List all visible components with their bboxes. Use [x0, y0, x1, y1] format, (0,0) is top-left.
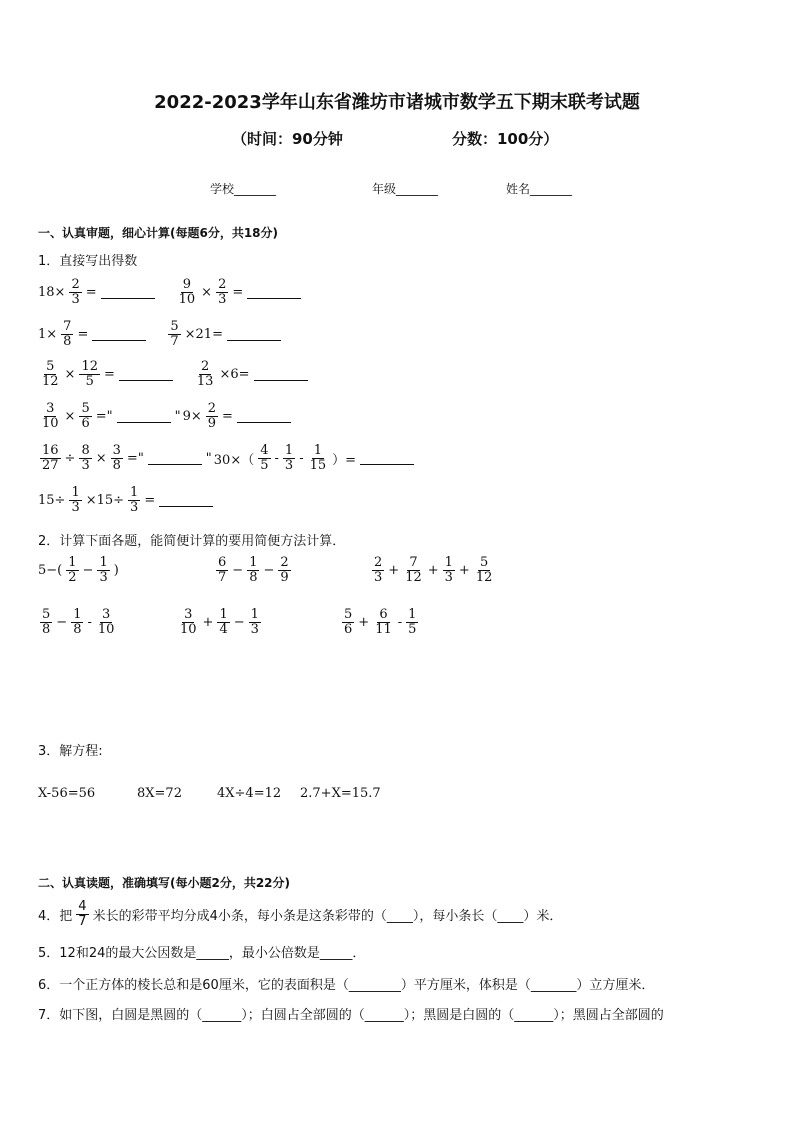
simplify-expr-1: 5−( $\frac{1}{2}$ − $\frac{1}{3}$ ): [38, 555, 119, 585]
question-6: 6．一个正方体的棱长总和是60厘米，它的表面积是（________）平方厘米，体积是（_______）立方厘米．: [38, 978, 655, 993]
name-field: 姓名_______: [506, 182, 573, 196]
question-5: 5．12和24的最大公因数是_____，最小公倍数是_____．: [38, 946, 366, 961]
section-heading-1: 一、认真审题，细心计算(每题6分，共18分): [38, 226, 279, 240]
question-1: 1．直接写出得数: [38, 254, 138, 269]
simplify-expr-6: $\frac{5}{6}$ + $\frac{6}{11}$ - $\frac{1}{5}$: [344, 607, 417, 637]
question-2: 2．计算下面各题，能简便计算的要用简便方法计算．: [38, 534, 346, 549]
calc-row-4: $\frac{3}{10}$ × $\frac{5}{6}$ =" " 9× $\frac{2}{9}$ =: [38, 402, 293, 430]
calc-row-2: 1× $\frac{7}{8}$ = $\frac{5}{7}$ ×21=: [38, 320, 283, 348]
score-label: 分数：100分）: [452, 130, 559, 148]
equation-1: X-56=56: [38, 786, 96, 801]
calc-row-3: $\frac{5}{12}$ × $\frac{12}{5}$ = $\frac{2}{13}$ ×6=: [38, 360, 310, 388]
calc-row-6: 15÷ $\frac{1}{3}$ ×15÷ $\frac{1}{3}$ =: [38, 486, 215, 514]
grade-field: 年级_______: [372, 182, 439, 196]
equation-3: 4X÷4=12: [217, 786, 282, 801]
equation-4: 2.7+X=15.7: [300, 786, 381, 801]
fraction-4-7: $\frac{4}{7}$: [78, 899, 87, 929]
simplify-expr-2: $\frac{6}{7}$ − $\frac{1}{8}$ − $\frac{2}{9}$: [218, 555, 289, 585]
calc-row-1: 18× $\frac{2}{3}$ = $\frac{9}{10}$ × $\frac{2}{3}$ =: [38, 278, 303, 306]
question-4-text: 米长的彩带平均分成4小条，每小条是这条彩带的（____），每小条长（____）米．: [92, 908, 563, 924]
question-3: 3．解方程:: [38, 744, 103, 759]
equation-2: 8X=72: [137, 786, 182, 801]
simplify-expr-3: $\frac{2}{3}$ + $\frac{7}{12}$ + $\frac{1}{3}$ + $\frac{5}{12}$: [374, 555, 493, 585]
calc-row-5: $\frac{16}{27}$ ÷ $\frac{8}{3}$ × $\frac{3}{8}$ =" " 30×（ $\frac{4}{5}$ - $\frac{1}{3}$ - $\frac{1}{15}$ ）=: [38, 444, 416, 472]
simplify-expr-4: $\frac{5}{8}$ − $\frac{1}{8}$ - $\frac{3}{10}$: [42, 607, 115, 637]
time-label: （时间：90分钟: [232, 130, 343, 148]
section-heading-2: 二、认真读题，准确填写(每小题2分，共22分): [38, 876, 291, 890]
simplify-expr-5: $\frac{3}{10}$ + $\frac{1}{4}$ − $\frac{1}{3}$: [180, 607, 259, 637]
page-title: 2022-2023学年山东省潍坊市诸城市数学五下期末联考试题: [154, 92, 640, 113]
question-4-prefix: 4．把: [38, 908, 73, 924]
question-4: [38, 900, 562, 928]
question-7: 7．如下图，白圆是黑圆的（______）；白圆占全部圆的（______）；黑圆是白圆的（______）；黑圆占全部圆的: [38, 1008, 664, 1023]
school-field: 学校_______: [210, 182, 277, 196]
